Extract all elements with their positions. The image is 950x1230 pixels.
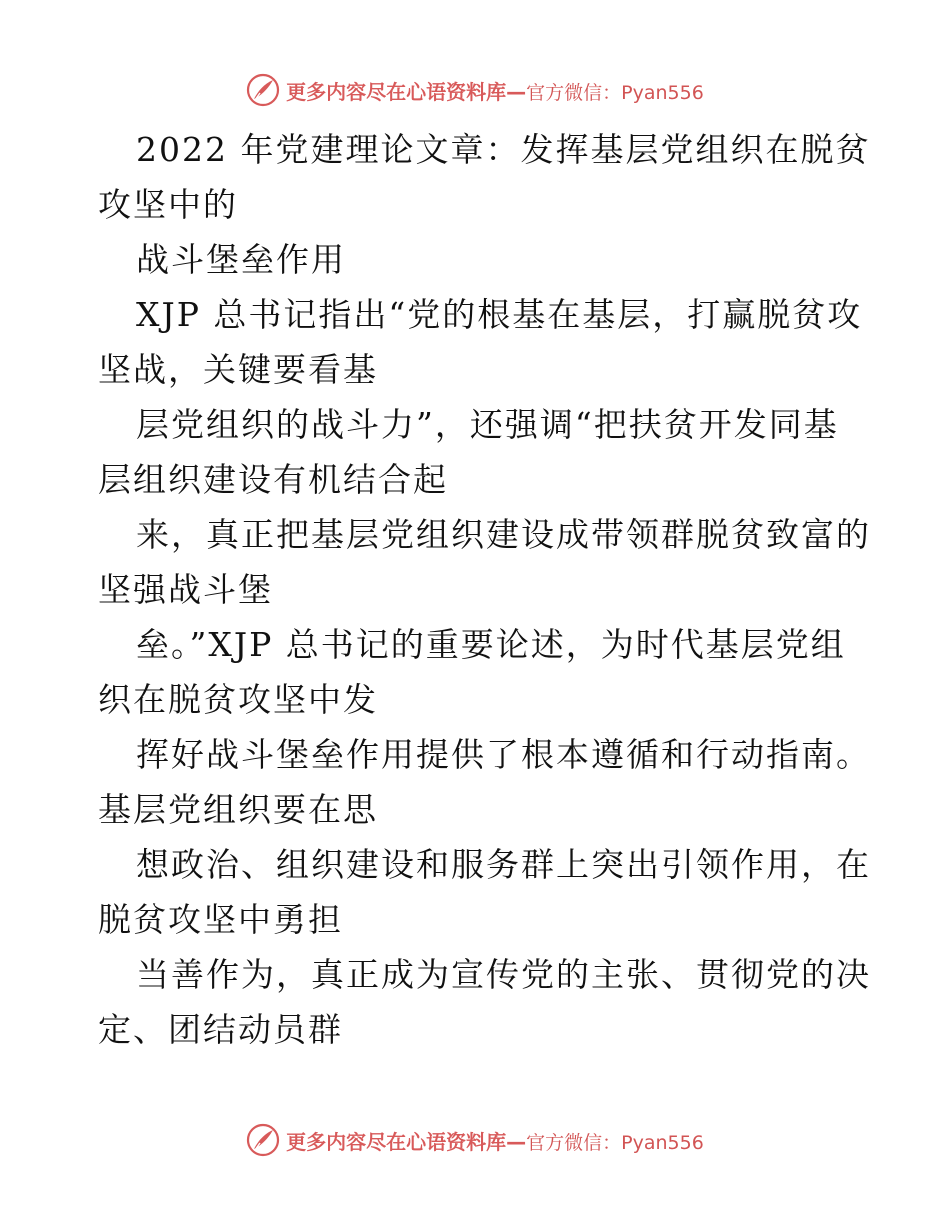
text-line: 垒。”XJP 总书记的重要论述，为时代基层党组 xyxy=(136,625,846,664)
text-line: 来，真正把基层党组织建设成带领群脱贫致富的 xyxy=(136,515,871,554)
text-line: 挥好战斗堡垒作用提供了根本遵循和行动指南。 xyxy=(136,735,871,774)
banner-text xyxy=(286,76,704,105)
banner-contact-text: 官方微信：Pyan556 xyxy=(526,1131,704,1154)
document-body xyxy=(98,122,871,1057)
text-line: 坚强战斗堡 xyxy=(98,570,273,609)
text-line: 层组织建设有机结合起 xyxy=(98,460,448,499)
banner-main-text: 更多内容尽在心语资料库 xyxy=(286,1129,507,1154)
text-line: 坚战，关键要看基 xyxy=(98,350,378,389)
banner-separator: — xyxy=(506,1129,527,1154)
text-line: 战斗堡垒作用 xyxy=(136,240,346,279)
quill-logo-icon xyxy=(246,1123,280,1157)
text-line: 想政治、组织建设和服务群上突出引领作用，在 xyxy=(136,845,871,884)
banner-text xyxy=(286,1126,704,1155)
text-line: 2022 年党建理论文章：发挥基层党组织在脱贫 xyxy=(136,130,871,169)
text-line: 定、团结动员群 xyxy=(98,1010,343,1049)
text-line: 当善作为，真正成为宣传党的主张、贯彻党的决 xyxy=(136,955,871,994)
banner-main-text: 更多内容尽在心语资料库 xyxy=(286,79,507,104)
text-line: 基层党组织要在思 xyxy=(98,790,378,829)
text-line: 织在脱贫攻坚中发 xyxy=(98,680,378,719)
banner-contact-text: 官方微信：Pyan556 xyxy=(526,81,704,104)
banner-separator: — xyxy=(506,79,527,104)
text-line: 脱贫攻坚中勇担 xyxy=(98,900,343,939)
text-line: 攻坚中的 xyxy=(98,185,238,224)
header-banner xyxy=(0,70,950,110)
text-line: 层党组织的战斗力”，还强调“把扶贫开发同基 xyxy=(136,405,839,444)
footer-banner xyxy=(0,1120,950,1160)
quill-logo-icon xyxy=(246,73,280,107)
text-line: XJP 总书记指出“党的根基在基层，打赢脱贫攻 xyxy=(136,295,863,334)
